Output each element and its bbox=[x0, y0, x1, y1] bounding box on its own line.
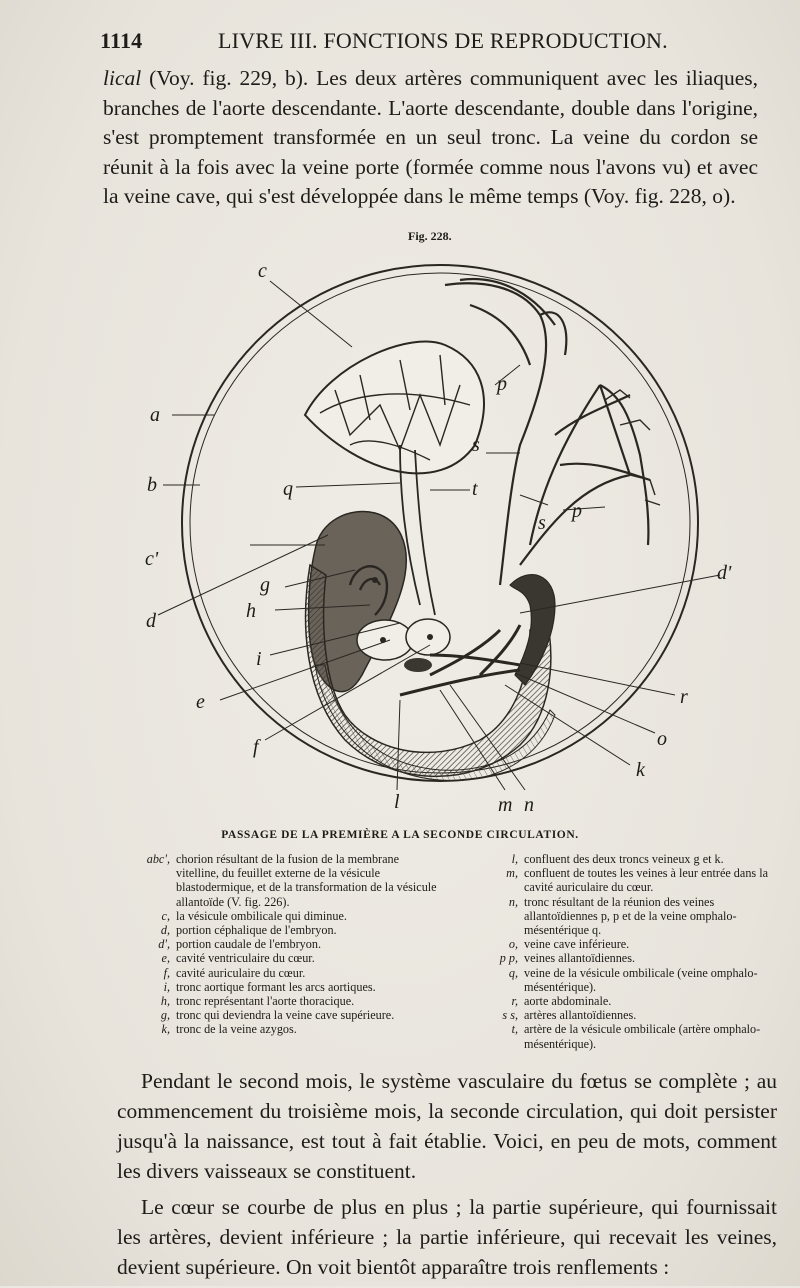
fig-letter-d-prime: d' bbox=[717, 562, 732, 584]
fig-letter-s-mid: s bbox=[538, 512, 546, 534]
legend-row bbox=[458, 951, 768, 965]
legend-row bbox=[458, 966, 768, 994]
paragraph-lead-italic: lical bbox=[103, 66, 142, 90]
legend-key: g, bbox=[160, 1008, 170, 1023]
figure-label: Fig. 228. bbox=[408, 229, 452, 243]
legend-desc: artères allantoïdiennes. bbox=[524, 1008, 637, 1023]
legend-key: r, bbox=[511, 994, 518, 1009]
legend-desc: portion céphalique de l'embryon. bbox=[176, 923, 337, 938]
fig-letter-k: k bbox=[636, 759, 645, 781]
paragraph: Pendant le second mois, le système vasculaire du fœtus se complète ; au commencement du troisième mois, la seconde circulation, qui doit persister jusqu'à la naissance, est tout à fait établie. Voici, en peu de mots, comment les divers vaisseaux se constituent. bbox=[117, 1069, 777, 1183]
running-head: LIVRE III. FONCTIONS DE REPRODUCTION. bbox=[218, 28, 668, 53]
paragraph-top-text bbox=[103, 64, 758, 212]
legend-key: i, bbox=[163, 979, 170, 994]
legend-row bbox=[458, 852, 768, 866]
legend-row bbox=[118, 937, 438, 951]
legend-desc: tronc représentant l'aorte thoracique. bbox=[176, 994, 355, 1009]
page-header bbox=[100, 22, 760, 58]
legend-right bbox=[458, 852, 768, 1051]
legend-key: o, bbox=[508, 937, 518, 952]
legend-row bbox=[118, 980, 438, 994]
legend-key: t, bbox=[511, 1022, 518, 1037]
legend-desc: tronc aortique formant les arcs aortiques. bbox=[176, 979, 376, 994]
legend-key: f, bbox=[163, 965, 170, 980]
fig-letter-m: m bbox=[498, 794, 513, 816]
allantoic-branch-tips bbox=[605, 390, 660, 505]
legend-row bbox=[458, 937, 768, 951]
fig-letter-a: a bbox=[150, 404, 160, 426]
fig-letter-p-right: p bbox=[572, 500, 582, 522]
fig-letter-t: t bbox=[472, 478, 478, 500]
legend-key: e, bbox=[161, 951, 170, 966]
legend-desc: confluent des deux troncs veineux g et k. bbox=[524, 852, 724, 866]
legend-key: abc', bbox=[146, 852, 170, 866]
legend-desc: aorte abdominale. bbox=[524, 994, 612, 1009]
fig-letter-s-top: s bbox=[472, 434, 480, 456]
page-number: 1114 bbox=[100, 28, 143, 53]
legend-key: n, bbox=[508, 894, 518, 909]
legend-desc: confluent de toutes les veines à leur entrée dans la cavité auriculaire du cœur. bbox=[524, 866, 768, 895]
fig-letter-f: f bbox=[253, 736, 259, 758]
legend-left bbox=[118, 852, 438, 1037]
confluent-node bbox=[404, 658, 432, 672]
legend-desc: tronc qui deviendra la veine cave supérieure. bbox=[176, 1008, 395, 1023]
fig-letter-n: n bbox=[524, 794, 534, 816]
legend-desc: cavité auriculaire du cœur. bbox=[176, 965, 306, 980]
legend-row bbox=[118, 1008, 438, 1022]
fig-letter-h: h bbox=[246, 600, 256, 622]
legend-key: l, bbox=[511, 852, 518, 866]
fig-letter-l: l bbox=[394, 791, 400, 813]
legend-row bbox=[458, 1008, 768, 1022]
legend-desc: chorion résultant de la fusion de la membrane vitelline, du feuillet externe de la vésicule blastodermique, et de la transformation de la vésicule allantoïde (V. fig. 226). bbox=[176, 852, 437, 909]
legend-desc: tronc de la veine azygos. bbox=[176, 1022, 297, 1037]
legend-row bbox=[118, 923, 438, 937]
fig-letter-p-top: p bbox=[497, 373, 507, 395]
legend-row bbox=[118, 852, 438, 909]
paragraph-body: (Voy. fig. 229, b). Les deux artères communiquent avec les iliaques, branches de l'aorte descendante. L'aorte descendante, double dans l'origine, s'est promptement transformée en un seul tronc. La veine du cordon se réunit à la fois avec la veine porte (formée comme nous l'avons vu) et avec la veine cave, qui s'est développée dans le même temps (Voy. fig. 228, o). bbox=[103, 66, 758, 208]
figure-caption-title: PASSAGE DE LA PREMIÈRE A LA SECONDE CIRCULATION. bbox=[221, 829, 579, 841]
fig-letter-d: d bbox=[146, 610, 156, 632]
legend-row bbox=[118, 909, 438, 923]
paragraph: Le cœur se courbe de plus en plus ; la partie supérieure, qui fournissait les artères, devient inférieure ; la partie inférieure, qui recevait les veines, devient supérieure. On voit bientôt apparaître trois renflements : bbox=[117, 1195, 777, 1279]
fig-letter-r: r bbox=[680, 686, 688, 708]
legend-desc: veine de la vésicule ombilicale (veine omphalo-mésentérique). bbox=[524, 965, 758, 994]
legend-row bbox=[458, 866, 768, 894]
fig-letter-b: b bbox=[147, 474, 157, 496]
legend-key: q, bbox=[508, 965, 518, 980]
legend-desc: portion caudale de l'embryon. bbox=[176, 937, 322, 952]
legend-key: d, bbox=[160, 923, 170, 938]
legend-desc: tronc résultant de la réunion des veines allantoïdiennes p, p et de la veine omphalo-mésentérique q. bbox=[524, 894, 737, 938]
legend-key: p p, bbox=[499, 951, 518, 966]
fig-letter-c: c bbox=[258, 260, 267, 282]
legend-row bbox=[118, 966, 438, 980]
legend-key: d', bbox=[158, 937, 170, 952]
legend-key: h, bbox=[160, 994, 170, 1009]
fig-letter-e: e bbox=[196, 691, 205, 713]
legend-row bbox=[118, 994, 438, 1008]
paragraph-top bbox=[103, 64, 758, 212]
legend-desc: veine cave inférieure. bbox=[524, 937, 630, 952]
legend-row bbox=[118, 1022, 438, 1036]
fig-letter-i: i bbox=[256, 648, 262, 670]
legend-row bbox=[458, 895, 768, 938]
fig-letter-q: q bbox=[283, 478, 293, 500]
fig-letter-g: g bbox=[260, 574, 270, 596]
legend-desc: artère de la vésicule ombilicale (artère omphalo-mésentérique). bbox=[524, 1022, 761, 1051]
legend-row bbox=[118, 951, 438, 965]
legend-key: k, bbox=[161, 1022, 170, 1037]
legend-key: c, bbox=[161, 908, 170, 923]
legend-desc: veines allantoïdiennes. bbox=[524, 951, 636, 966]
heart-dot-2 bbox=[427, 634, 433, 640]
legend-row bbox=[458, 994, 768, 1008]
legend-row bbox=[458, 1022, 768, 1050]
legend-desc: cavité ventriculaire du cœur. bbox=[176, 951, 315, 966]
legend-desc: la vésicule ombilicale qui diminue. bbox=[176, 908, 347, 923]
fig-letter-c-prime: c' bbox=[145, 548, 159, 570]
legend-key: m, bbox=[506, 866, 518, 881]
body-text-bottom bbox=[117, 1066, 777, 1288]
legend-key: s s, bbox=[502, 1008, 518, 1023]
fig-letter-o: o bbox=[657, 728, 667, 750]
figure-illustration bbox=[100, 245, 740, 825]
